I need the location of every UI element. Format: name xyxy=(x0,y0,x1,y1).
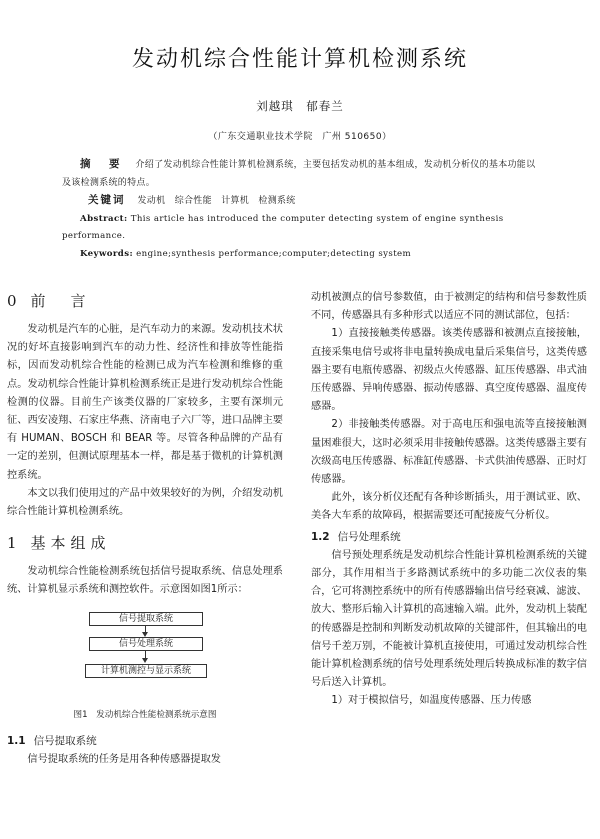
noncontact-sensor-item: 2）非接触类传感器。对于高电压和强电流等直接接触测量困难很大，这时必须采用非接触传感器。这类传感器主要有次级高电压传感器、标准缸传感器、卡式供油传感器、正时灯传感器。 xyxy=(311,419,587,486)
contact-sensor-item: 1）直接接触类传感器。该类传感器和被测点直接接触，直接采集电信号或将非电量转换成电量后采集信号，这类传感器主要有电瓶传感器、初级点火传感器、缸压传感器、串式油压传感器、异响传感器、振动传感器、真空度传感器、温度传感器。 xyxy=(311,328,587,413)
keywords-en-label: Keywords: xyxy=(80,248,134,259)
abstract-block xyxy=(62,156,538,263)
section-heading-1 xyxy=(7,531,283,555)
abstract-cn xyxy=(62,156,538,192)
section-number: 0 xyxy=(7,292,17,310)
signal-extraction-paragraph: 信号提取系统的任务是用各种传感器提取发 xyxy=(27,753,221,765)
authors: 刘越琪 郁春兰 xyxy=(256,99,344,113)
affiliation: （广东交通职业技术学院 广州 510650） xyxy=(208,132,392,142)
analog-signal-item: 1）对于模拟信号，如温度传感器、压力传感 xyxy=(331,695,532,707)
keywords-en xyxy=(62,246,538,264)
subsection-number: 1.1 xyxy=(7,734,26,747)
section-title: 前 言 xyxy=(30,292,91,310)
figure-box-signal-processing: 信号处理系统 xyxy=(89,637,203,651)
keywords-cn-text: 发动机 综合性能 计算机 检测系统 xyxy=(137,196,296,206)
figure-box-computer-display: 计算机测控与显示系统 xyxy=(85,664,207,678)
figure-1 xyxy=(7,608,283,728)
left-column xyxy=(7,289,283,769)
abstract-cn-label: 摘 要 xyxy=(80,158,124,170)
keywords-en-text: engine;synthesis performance;computer;detecting system xyxy=(136,248,412,259)
section-heading-0 xyxy=(7,289,283,313)
intro-paragraph-1: 发动机是汽车的心脏，是汽车动力的来源。发动机技术状况的好坏直接影响到汽车的动力性、经济性和排放等性能指标，因而发动机综合性能的检测已成为汽车检测和维修的重点。发动机综合性能计算机检测系统正是进行发动机综合性能检测的仪器。目前生产该类仪器的厂家较多，主要有深圳元征、西安凌翔、石家庄华燕、济南电子六厂等，进口品牌主要有 HUMAN、BOSCH 和 BEAR 等。尽管各种品牌的产品有一定的差别，但测试原理基本一样，都是基于微机的计算机测控系统。 xyxy=(7,324,283,481)
abstract-en xyxy=(62,211,538,246)
abstract-cn-text: 介绍了发动机综合性能计算机检测系统，主要包括发动机的基本组成，发动机分析仪的基本功能以及该检测系统的特点。 xyxy=(62,160,536,188)
figure-box-signal-extraction: 信号提取系统 xyxy=(89,612,203,626)
figure-caption: 图1 发动机综合性能检测系统示意图 xyxy=(73,709,217,720)
paper-title: 发动机综合性能计算机检测系统 xyxy=(131,47,468,72)
abstract-en-text: This article has introduced the computer detecting system of engine synthesis performance. xyxy=(62,213,504,241)
subsection-heading-1-2 xyxy=(311,528,587,546)
signal-processing-paragraph: 信号预处理系统是发动机综合性能计算机检测系统的关键部分，其作用相当于多路测试系统中的多功能二次仪表的集合，它可将测控系统中的所有传感器输出信号经衰减、滤波、放大、整形后输入计算机的高速输入端。此外，发动机上装配的传感器是控制和判断发动机故障的关键部件，但其输出的电信号千差万别，不能被计算机直接使用，可通过发动机综合性能计算机检测系统的信号处理系统处理后转换成标准的数字信号后送入计算机。 xyxy=(311,549,587,689)
abstract-en-label: Abstract: xyxy=(80,213,128,224)
figure-arrowhead xyxy=(142,658,148,663)
subsection-title: 信号提取系统 xyxy=(33,734,97,747)
subsection-title: 信号处理系统 xyxy=(337,530,401,543)
subsection-number: 1.2 xyxy=(311,530,330,543)
section-title: 基本组成 xyxy=(30,534,111,553)
section-number: 1 xyxy=(7,534,17,553)
diagnostic-paragraph: 此外，该分析仪还配有各种诊断插头，用于测试亚、欧、美各大车系的故障码，根据需要还可配接废气分析仪。 xyxy=(311,492,587,522)
intro-paragraph-2: 本文以我们使用过的产品中效果较好的为例，介绍发动机综合性能计算机检测系统。 xyxy=(7,487,283,518)
keywords-cn xyxy=(62,192,538,211)
continuation-paragraph: 动机被测点的信号参数值，由于被测定的结构和信号参数性质不同，传感器具有多种形式以适应不同的测试部位，包括： xyxy=(311,292,587,322)
subsection-heading-1-1 xyxy=(7,732,283,750)
right-column xyxy=(311,289,587,711)
basic-paragraph-1: 发动机综合性能检测系统包括信号提取系统、信息处理系统、计算机显示系统和测控软件。示意图如图1所示： xyxy=(7,566,283,596)
keywords-cn-label: 关键词 xyxy=(88,194,126,206)
